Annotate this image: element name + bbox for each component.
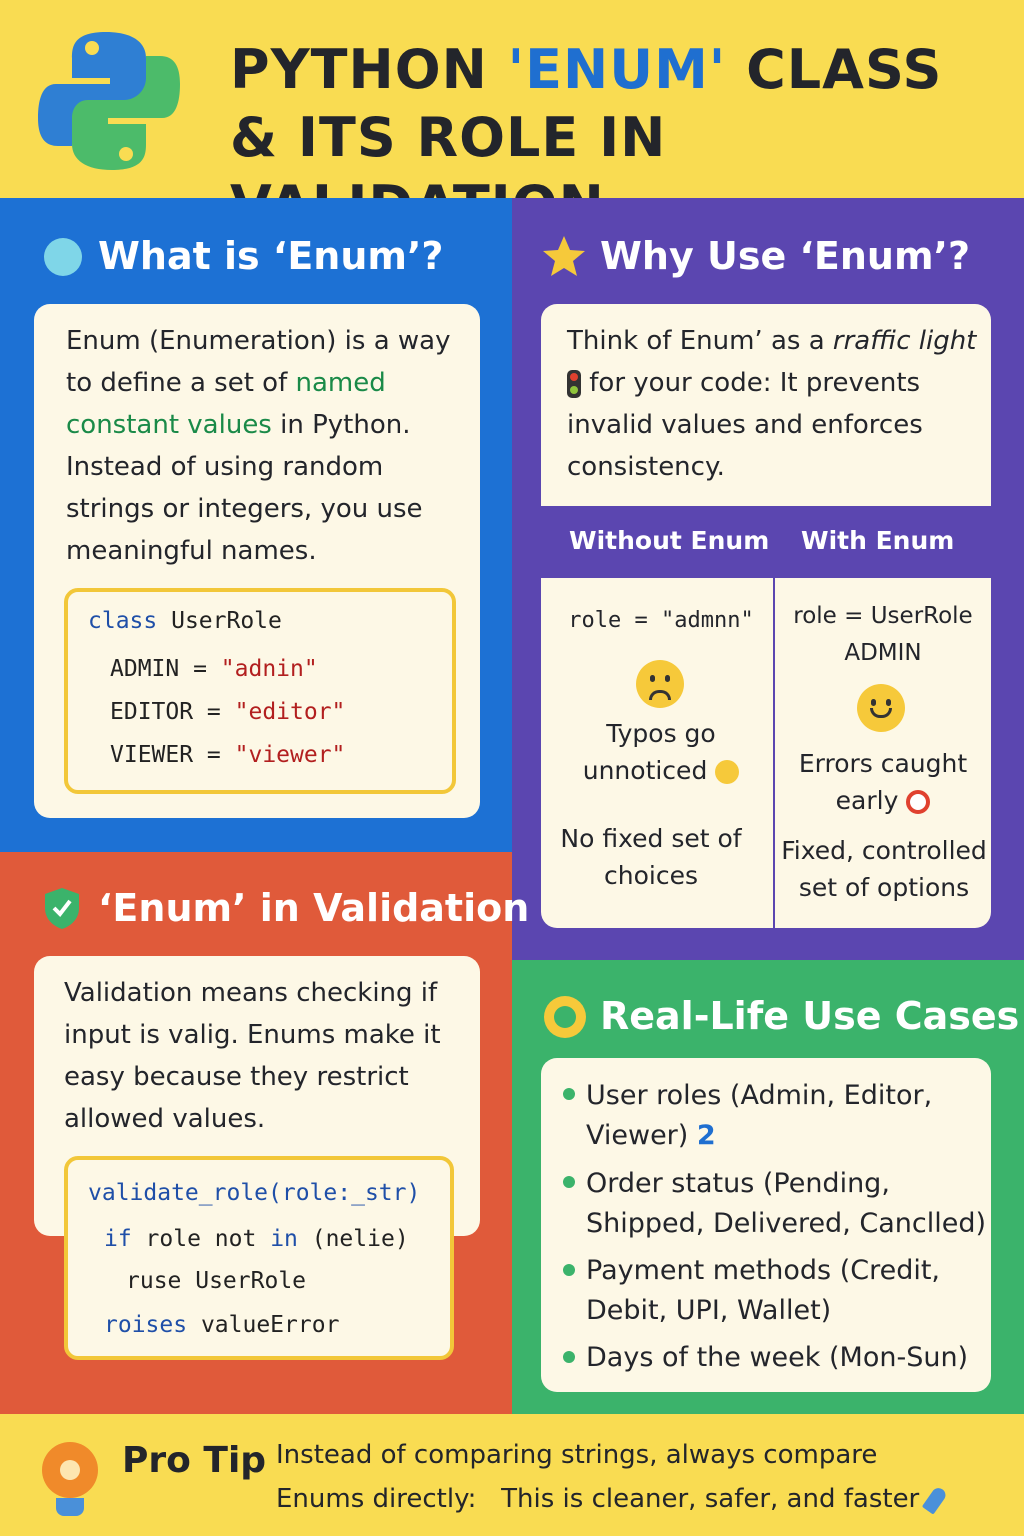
list-item: Payment methods (Credit, Debit, UPI, Wallet) (586, 1255, 941, 1326)
target-icon (906, 790, 930, 814)
what-is-enum-panel (0, 198, 512, 852)
comparison-table (541, 578, 991, 928)
with-point-2: Fixed, controlled set of options (781, 836, 987, 902)
bullet-icon (563, 1088, 575, 1100)
pro-tip-line-1: Instead of comparing strings, always compare (276, 1440, 878, 1470)
traffic-light-icon (567, 370, 581, 398)
page-title: PYTHON 'ENUM' CLASS & ITS ROLE IN (230, 38, 943, 169)
code-line: class UserRole (88, 608, 282, 634)
python-logo-icon (34, 26, 184, 176)
lightbulb-icon (42, 1442, 98, 1498)
list-item: Days of the week (Mon-Sun) (586, 1342, 969, 1373)
pro-tip-line-2: Enums directly: This is cleaner, safer, and faster (276, 1484, 942, 1514)
bullet-icon (563, 1176, 575, 1188)
badge-icon (544, 996, 586, 1038)
code-line: roises valueError (104, 1312, 340, 1338)
header-banner (0, 0, 1024, 198)
code-line: if role not in (nelie) (104, 1226, 409, 1252)
code-line: ruse UserRole (126, 1268, 307, 1294)
neutral-face-icon (715, 760, 739, 784)
why-heading: Why Use ‘Enum’? (600, 234, 971, 278)
shield-check-icon (42, 886, 82, 930)
what-heading: What is ‘Enum’? (98, 234, 444, 278)
validation-description: Validation means checking if input is valig. Enums make it easy because they restrict allowed values. (64, 978, 441, 1134)
without-point-1: Typos go unnoticed (551, 715, 771, 789)
bullet-icon (563, 1351, 575, 1363)
code-line: ADMIN = "adnin" (110, 656, 318, 682)
bullet-icon (563, 1264, 575, 1276)
with-point-1: Errors caught early (798, 749, 968, 815)
circle-icon (44, 238, 82, 276)
without-point-2: No fixed set of choices (560, 824, 742, 890)
why-description: Think of Enum’ as a rraffic light for your code: It prevents invalid values and enforces consistency. (567, 326, 977, 482)
column-divider (773, 578, 775, 928)
validation-heading: ‘Enum’ in Validation (98, 886, 530, 930)
without-code: role = "admnn" (568, 608, 754, 633)
why-card (541, 304, 991, 506)
comparison-header (541, 506, 991, 578)
userrole-code-block (64, 588, 456, 794)
what-card (34, 304, 480, 818)
code-line: validate_role(role:_str) (88, 1180, 421, 1206)
code-line: EDITOR = "editor" (110, 699, 346, 725)
validation-panel (0, 852, 530, 1414)
col-without-enum: Without Enum (569, 526, 770, 555)
what-description: Enum (Enumeration) is a way to define a set of named constant values in Python. Instead of using random strings or integers, you use meaningful names. (66, 326, 451, 566)
validate-code-block (64, 1156, 454, 1360)
pro-tip-label: Pro Tip (122, 1440, 267, 1481)
with-code: role = UserRole ADMIN (793, 603, 973, 666)
list-item: Order status (Pending, Shipped, Delivered, Canclled) (586, 1168, 987, 1239)
pro-tip-banner (0, 1414, 1024, 1536)
usecases-heading: Real-Life Use Cases (600, 994, 1020, 1038)
sad-face-icon (636, 660, 684, 708)
col-with-enum: With Enum (801, 526, 955, 555)
rocket-icon (921, 1485, 947, 1514)
number-icon: 2 (696, 1120, 716, 1151)
lightbulb-base (56, 1498, 84, 1516)
star-icon (542, 234, 586, 278)
smile-face-icon (857, 684, 905, 732)
list-item: User roles (Admin, Editor, Viewer) 2 (586, 1080, 933, 1151)
code-line: VIEWER = "viewer" (110, 742, 346, 768)
